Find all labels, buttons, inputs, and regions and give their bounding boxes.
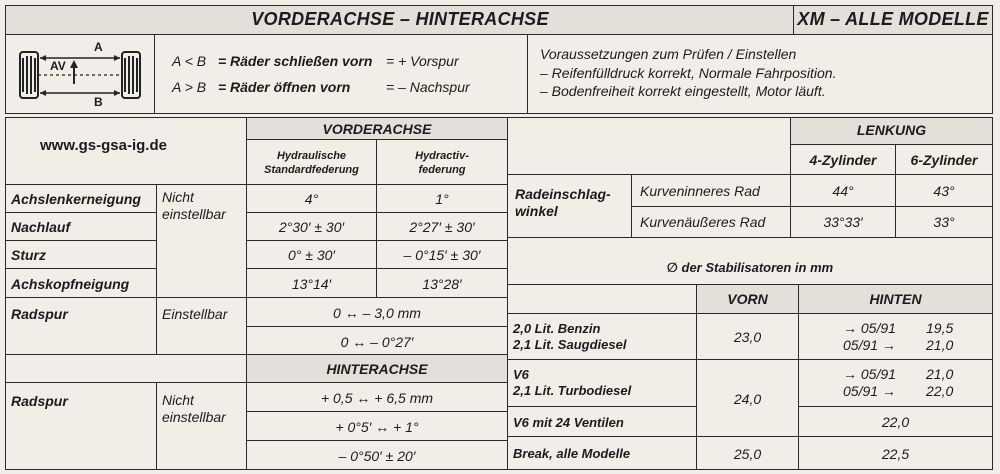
legend-result-2: = – Nachspur bbox=[386, 79, 470, 95]
value-nachlauf-hydractiv: 2°27′ ± 30′ bbox=[409, 219, 475, 235]
front-radspur-mm: 0 ↔ – 3,0 mm bbox=[333, 305, 421, 321]
models-title: XM – ALLE MODELLE bbox=[797, 9, 989, 29]
rear-not-adjustable-label: Nicht einstellbar bbox=[162, 392, 226, 425]
legend-desc-1: Räder schließen vorn bbox=[230, 53, 373, 69]
rear-radspur-deg-1: + 0°5′ ↔ + 1° bbox=[335, 419, 419, 435]
page-title: VORDERACHSE – HINTERACHSE bbox=[251, 9, 549, 29]
toe-diagram bbox=[14, 38, 148, 110]
front-col2-header: Hydractiv- federung bbox=[415, 150, 469, 176]
stabilizer-front-benzin: 23,0 bbox=[733, 329, 762, 345]
row-label-achskopfneigung: Achskopfneigung bbox=[11, 276, 130, 292]
stabilizer-corner-cell bbox=[507, 284, 697, 314]
legend-cond-1: A < B bbox=[172, 53, 207, 69]
stabilizer-rear-range: → 05/91 bbox=[843, 320, 896, 336]
stabilizer-rear-value: 21,0 bbox=[926, 366, 954, 382]
diagram-label-b: B bbox=[94, 95, 103, 109]
front-axle-title: VORDERACHSE bbox=[322, 121, 432, 137]
adjustable-label: Einstellbar bbox=[162, 306, 228, 322]
stabilizer-rear-break: 22,5 bbox=[881, 446, 910, 462]
value-sturz-hydractiv: – 0°15′ ± 30′ bbox=[403, 247, 481, 263]
stabilizer-rear-v6-24v: 22,0 bbox=[881, 414, 910, 430]
preconditions-title: Voraussetzungen zum Prüfen / Einstellen bbox=[540, 46, 797, 62]
stabilizer-rear-value: 22,0 bbox=[926, 383, 954, 399]
legend-cond-2: A > B bbox=[172, 79, 207, 95]
stabilizer-rear-range: 05/91 → bbox=[843, 337, 896, 353]
stabilizer-engine-benzin: 2,0 Lit. Benzin 2,1 Lit. Saugdiesel bbox=[513, 321, 627, 352]
value-sturz-standard: 0° ± 30′ bbox=[287, 247, 336, 263]
stabilizer-col-rear: HINTEN bbox=[869, 291, 922, 307]
precondition-1: – Reifenfülldruck korrekt, Normale Fahrposition. bbox=[540, 65, 837, 81]
steering-inner-4cyl: 44° bbox=[832, 183, 854, 199]
not-adjustable-label: Nicht einstellbar bbox=[162, 189, 226, 222]
value-achskopfneigung-hydractiv: 13°28′ bbox=[422, 276, 462, 292]
steering-title: LENKUNG bbox=[856, 122, 927, 138]
website-link[interactable]: www.gs-gsa-ig.de bbox=[40, 137, 167, 154]
legend-result-1: = + Vorspur bbox=[386, 53, 459, 69]
steering-outer-6cyl: 33° bbox=[933, 214, 955, 230]
value-nachlauf-standard: 2°30′ ± 30′ bbox=[278, 219, 345, 235]
stabilizer-engine-break: Break, alle Modelle bbox=[513, 446, 631, 461]
diagram-label-a: A bbox=[94, 40, 103, 54]
steering-outer-4cyl: 33°33′ bbox=[823, 214, 863, 230]
rear-axle-title: HINTERACHSE bbox=[326, 361, 428, 377]
diagram-label-av: AV bbox=[50, 59, 66, 73]
steering-inner-wheel-label: Kurveninneres Rad bbox=[640, 183, 760, 199]
steering-empty-cell bbox=[507, 117, 791, 175]
stabilizer-engine-v6-24v: V6 mit 24 Ventilen bbox=[513, 415, 624, 430]
row-label-sturz: Sturz bbox=[11, 247, 46, 263]
rear-radspur-mm: + 0,5 ↔ + 6,5 mm bbox=[320, 390, 434, 406]
legend-desc-2: Räder öffnen vorn bbox=[230, 79, 351, 95]
steering-angle-label: Radeinschlag- winkel bbox=[515, 186, 611, 219]
stabilizer-front-break: 25,0 bbox=[733, 446, 762, 462]
rear-radspur-deg-2: – 0°50′ ± 20′ bbox=[338, 448, 416, 464]
row-label-achslenkerneigung: Achslenkerneigung bbox=[11, 191, 141, 207]
steering-inner-6cyl: 43° bbox=[933, 183, 955, 199]
value-achslenkerneigung-standard: 4° bbox=[304, 191, 319, 207]
steering-col-4cyl: 4-Zylinder bbox=[809, 152, 877, 168]
front-radspur-label: Radspur bbox=[11, 306, 68, 322]
legend-eq-2: = bbox=[218, 79, 227, 95]
stabilizer-col-front: VORN bbox=[727, 291, 768, 307]
stabilizer-title: ∅ der Stabilisatoren in mm bbox=[666, 260, 834, 275]
stabilizer-front-v6: 24,0 bbox=[733, 391, 762, 407]
steering-col-6cyl: 6-Zylinder bbox=[910, 152, 978, 168]
row-label-nachlauf: Nachlauf bbox=[11, 219, 71, 235]
stabilizer-rear-value: 19,5 bbox=[926, 320, 954, 336]
stabilizer-engine-v6: V6 2,1 Lit. Turbodiesel bbox=[513, 367, 632, 398]
legend-eq-1: = bbox=[218, 53, 227, 69]
front-col1-header: Hydraulische Standardfederung bbox=[264, 150, 359, 176]
value-achskopfneigung-standard: 13°14′ bbox=[291, 276, 332, 292]
toe-legend-cell bbox=[154, 34, 528, 114]
value-achslenkerneigung-hydractiv: 1° bbox=[435, 191, 449, 207]
stabilizer-rear-range: → 05/91 bbox=[843, 366, 896, 382]
rear-radspur-label: Radspur bbox=[11, 393, 68, 409]
stabilizer-rear-value: 21,0 bbox=[926, 337, 954, 353]
rear-title-left-cell bbox=[5, 354, 247, 383]
steering-outer-wheel-label: Kurvenäußeres Rad bbox=[640, 214, 766, 230]
precondition-2: – Bodenfreiheit korrekt eingestellt, Motor läuft. bbox=[540, 83, 826, 99]
front-radspur-deg: 0 ↔ – 0°27′ bbox=[340, 334, 414, 350]
stabilizer-rear-range: 05/91 → bbox=[843, 383, 896, 399]
